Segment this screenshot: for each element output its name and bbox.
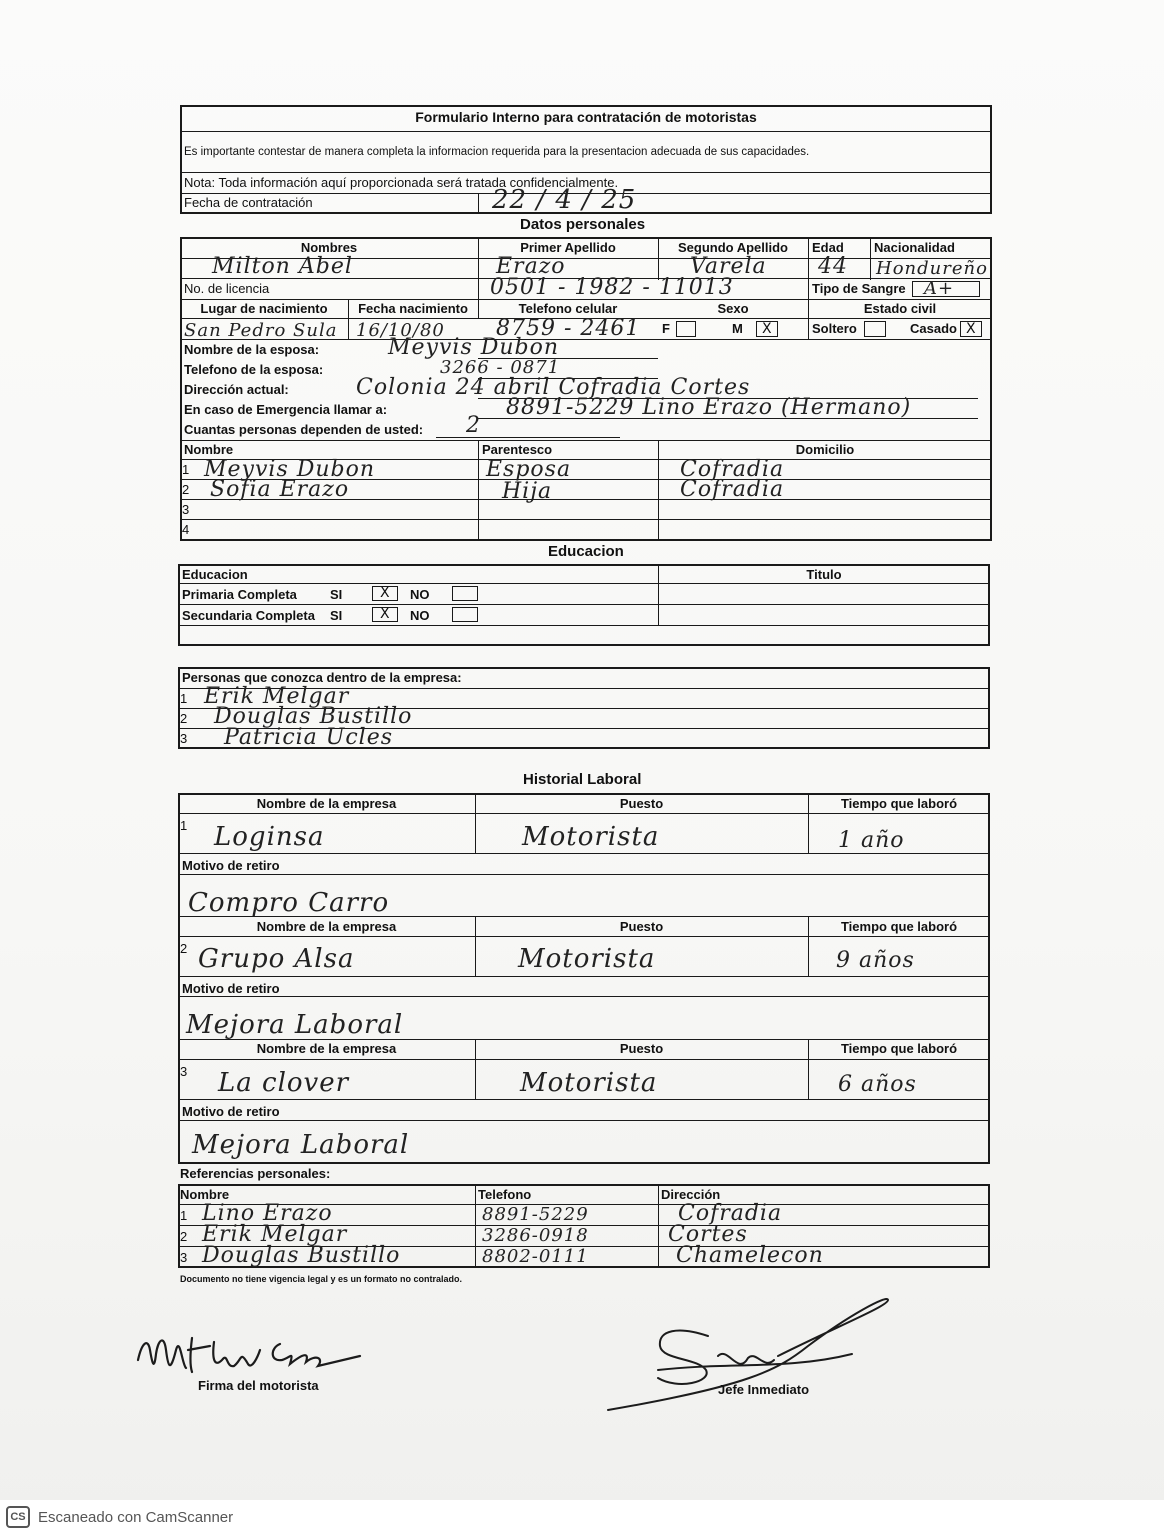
job-puesto: Motorista bbox=[522, 822, 660, 852]
primaria-no-checkbox[interactable] bbox=[452, 586, 478, 601]
dependent-parentesco: Esposa bbox=[486, 457, 572, 482]
label-lugar-nac: Lugar de nacimiento bbox=[200, 301, 328, 316]
education-col-educacion: Educacion bbox=[182, 567, 248, 582]
motivo-label: Motivo de retiro bbox=[182, 981, 280, 996]
scanner-footer bbox=[0, 1500, 1164, 1539]
known-person-num: 3 bbox=[180, 731, 188, 746]
label-secundaria-no: NO bbox=[410, 608, 430, 623]
job-motivo: Compro Carro bbox=[188, 888, 390, 918]
value-tel-esposa: 3266 - 0871 bbox=[440, 357, 561, 378]
personal-section-title: Datos personales bbox=[520, 216, 646, 233]
soltero-checkbox[interactable] bbox=[864, 321, 886, 337]
job-num: 2 bbox=[180, 941, 188, 956]
dependent-num: 4 bbox=[182, 522, 190, 537]
known-person-name: Douglas Bustillo bbox=[214, 704, 413, 729]
label-tipo-sangre: Tipo de Sangre bbox=[812, 281, 906, 296]
label-primaria: Primaria Completa bbox=[182, 587, 297, 602]
reference-telefono: 3286-0918 bbox=[482, 1225, 589, 1246]
job-motivo: Mejora Laboral bbox=[192, 1130, 410, 1160]
references-col-direccion: Dirección bbox=[661, 1187, 721, 1202]
reference-telefono: 8891-5229 bbox=[482, 1204, 589, 1225]
firma-motorista-label: Firma del motorista bbox=[198, 1378, 319, 1393]
work-col-empresa: Nombre de la empresa bbox=[256, 796, 397, 811]
value-nombres: Milton Abel bbox=[212, 254, 353, 279]
work-col-tiempo: Tiempo que laboró bbox=[840, 1041, 958, 1056]
known-person-name: Erik Melgar bbox=[204, 684, 350, 709]
job-num: 3 bbox=[180, 1064, 188, 1079]
reference-direccion: Cortes bbox=[668, 1222, 748, 1247]
dependent-nombre: Meyvis Dubon bbox=[204, 457, 376, 482]
jefe-inmediato-label: Jefe Inmediato bbox=[718, 1382, 810, 1397]
job-empresa: Grupo Alsa bbox=[198, 944, 355, 974]
known-person-num: 1 bbox=[180, 691, 188, 706]
label-sexo: Sexo bbox=[717, 301, 749, 316]
job-empresa: Loginsa bbox=[214, 822, 325, 852]
label-primaria-no: NO bbox=[410, 587, 430, 602]
label-tel-cel: Telefono celular bbox=[518, 301, 618, 316]
reference-nombre: Lino Erazo bbox=[202, 1201, 333, 1226]
reference-num: 1 bbox=[180, 1208, 188, 1223]
value-segundo-apellido: Varela bbox=[690, 254, 767, 279]
value-esposa: Meyvis Dubon bbox=[388, 335, 560, 360]
label-nombres: Nombres bbox=[300, 240, 358, 255]
secundaria-si-mark: X bbox=[380, 606, 390, 622]
value-lugar-nac: San Pedro Sula bbox=[184, 320, 338, 341]
dependent-domicilio: Cofradia bbox=[680, 477, 785, 502]
motivo-label: Motivo de retiro bbox=[182, 1104, 280, 1119]
label-emergencia: En caso de Emergencia llamar a: bbox=[184, 402, 388, 417]
disclaimer: Documento no tiene vigencia legal y es un formato no contralado. bbox=[180, 1274, 463, 1284]
work-col-empresa: Nombre de la empresa bbox=[256, 919, 397, 934]
dependent-num: 2 bbox=[182, 482, 190, 497]
sexo-f-checkbox[interactable] bbox=[676, 321, 696, 337]
label-fecha-nac: Fecha nacimiento bbox=[358, 301, 468, 316]
label-edad: Edad bbox=[812, 240, 844, 255]
known-person-num: 2 bbox=[180, 711, 188, 726]
work-col-tiempo: Tiempo que laboró bbox=[840, 919, 958, 934]
value-nacionalidad: Hondureño bbox=[876, 258, 988, 279]
job-tiempo: 9 años bbox=[836, 948, 915, 973]
dependents-col-nombre: Nombre bbox=[184, 442, 234, 457]
value-fecha-nac: 16/10/80 bbox=[356, 320, 445, 341]
job-empresa: La clover bbox=[218, 1068, 350, 1098]
label-esposa: Nombre de la esposa: bbox=[184, 342, 320, 357]
label-primer-apellido: Primer Apellido bbox=[520, 240, 616, 255]
job-motivo: Mejora Laboral bbox=[186, 1010, 404, 1040]
value-dependientes: 2 bbox=[466, 413, 481, 438]
label-casado: Casado bbox=[910, 321, 957, 336]
label-estado-civil: Estado civil bbox=[863, 301, 937, 316]
casado-mark: X bbox=[966, 321, 976, 337]
dependent-domicilio: Cofradia bbox=[680, 457, 785, 482]
reference-telefono: 8802-0111 bbox=[482, 1246, 589, 1267]
motivo-label: Motivo de retiro bbox=[182, 858, 280, 873]
secundaria-no-checkbox[interactable] bbox=[452, 607, 478, 622]
reference-direccion: Cofradia bbox=[678, 1201, 783, 1226]
label-segundo-apellido: Segundo Apellido bbox=[677, 240, 788, 255]
confidential-note: Nota: Toda información aquí proporcionada será tratada confidencialmente. bbox=[184, 175, 619, 190]
reference-direccion: Chamelecon bbox=[676, 1243, 824, 1268]
dependents-col-parentesco: Parentesco bbox=[482, 442, 553, 457]
label-sexo-m: M bbox=[732, 321, 743, 336]
references-col-nombre: Nombre bbox=[180, 1187, 230, 1202]
label-nacionalidad: Nacionalidad bbox=[874, 240, 955, 255]
known-people-label: Personas que conozca dentro de la empresa: bbox=[182, 670, 462, 685]
reference-num: 3 bbox=[180, 1250, 188, 1265]
label-tel-esposa: Telefono de la esposa: bbox=[184, 362, 324, 377]
dependent-parentesco: Hija bbox=[502, 479, 553, 504]
value-tipo-sangre: A+ bbox=[924, 278, 955, 299]
work-col-puesto: Puesto bbox=[619, 1041, 664, 1056]
job-puesto: Motorista bbox=[520, 1068, 658, 1098]
instructions-text: Es importante contestar de manera completa la informacion requerida para la presentacion adecuada de sus capacidades. bbox=[184, 146, 810, 158]
reference-nombre: Erik Melgar bbox=[202, 1222, 348, 1247]
dependent-num: 3 bbox=[182, 502, 190, 517]
form-title: Formulario Interno para contratación de motoristas bbox=[415, 109, 757, 125]
dependent-nombre: Sofia Erazo bbox=[210, 477, 350, 502]
camscanner-logo: CS bbox=[6, 1506, 30, 1528]
hire-date-value: 22 / 4 / 25 bbox=[492, 185, 637, 215]
references-col-telefono: Telefono bbox=[478, 1187, 532, 1202]
value-emergencia: 8891-5229 Lino Erazo (Hermano) bbox=[506, 395, 912, 420]
camscanner-text: Escaneado con CamScanner bbox=[38, 1509, 234, 1526]
job-num: 1 bbox=[180, 818, 188, 833]
job-tiempo: 6 años bbox=[838, 1072, 917, 1097]
work-section-title: Historial Laboral bbox=[523, 771, 642, 788]
known-person-name: Patricia Ucles bbox=[224, 725, 393, 750]
label-licencia: No. de licencia bbox=[184, 281, 270, 296]
work-col-empresa: Nombre de la empresa bbox=[256, 1041, 397, 1056]
value-primer-apellido: Erazo bbox=[496, 254, 566, 279]
hire-date-label: Fecha de contratación bbox=[184, 195, 313, 210]
sexo-m-mark: X bbox=[762, 321, 772, 337]
job-puesto: Motorista bbox=[518, 944, 656, 974]
value-direccion: Colonia 24 abril Cofradia Cortes bbox=[356, 375, 751, 400]
references-label: Referencias personales: bbox=[180, 1166, 331, 1181]
label-soltero: Soltero bbox=[812, 321, 857, 336]
value-edad: 44 bbox=[818, 254, 848, 279]
reference-nombre: Douglas Bustillo bbox=[202, 1243, 401, 1268]
label-secundaria-si: SI bbox=[330, 608, 343, 623]
dependents-col-domicilio: Domicilio bbox=[795, 442, 855, 457]
education-col-titulo: Titulo bbox=[806, 567, 842, 582]
work-col-puesto: Puesto bbox=[619, 796, 664, 811]
work-col-tiempo: Tiempo que laboró bbox=[840, 796, 958, 811]
label-dependientes: Cuantas personas dependen de usted: bbox=[184, 422, 424, 437]
primaria-si-mark: X bbox=[380, 585, 390, 601]
label-primaria-si: SI bbox=[330, 587, 343, 602]
education-section-title: Educacion bbox=[548, 543, 624, 560]
value-licencia: 0501 - 1982 - 11013 bbox=[490, 275, 734, 300]
label-direccion: Dirección actual: bbox=[184, 382, 289, 397]
reference-num: 2 bbox=[180, 1229, 188, 1244]
label-sexo-f: F bbox=[662, 321, 670, 336]
value-tel-cel: 8759 - 2461 bbox=[496, 316, 641, 341]
job-tiempo: 1 año bbox=[838, 828, 905, 853]
dependent-num: 1 bbox=[182, 462, 190, 477]
work-col-puesto: Puesto bbox=[619, 919, 664, 934]
label-secundaria: Secundaria Completa bbox=[182, 608, 315, 623]
